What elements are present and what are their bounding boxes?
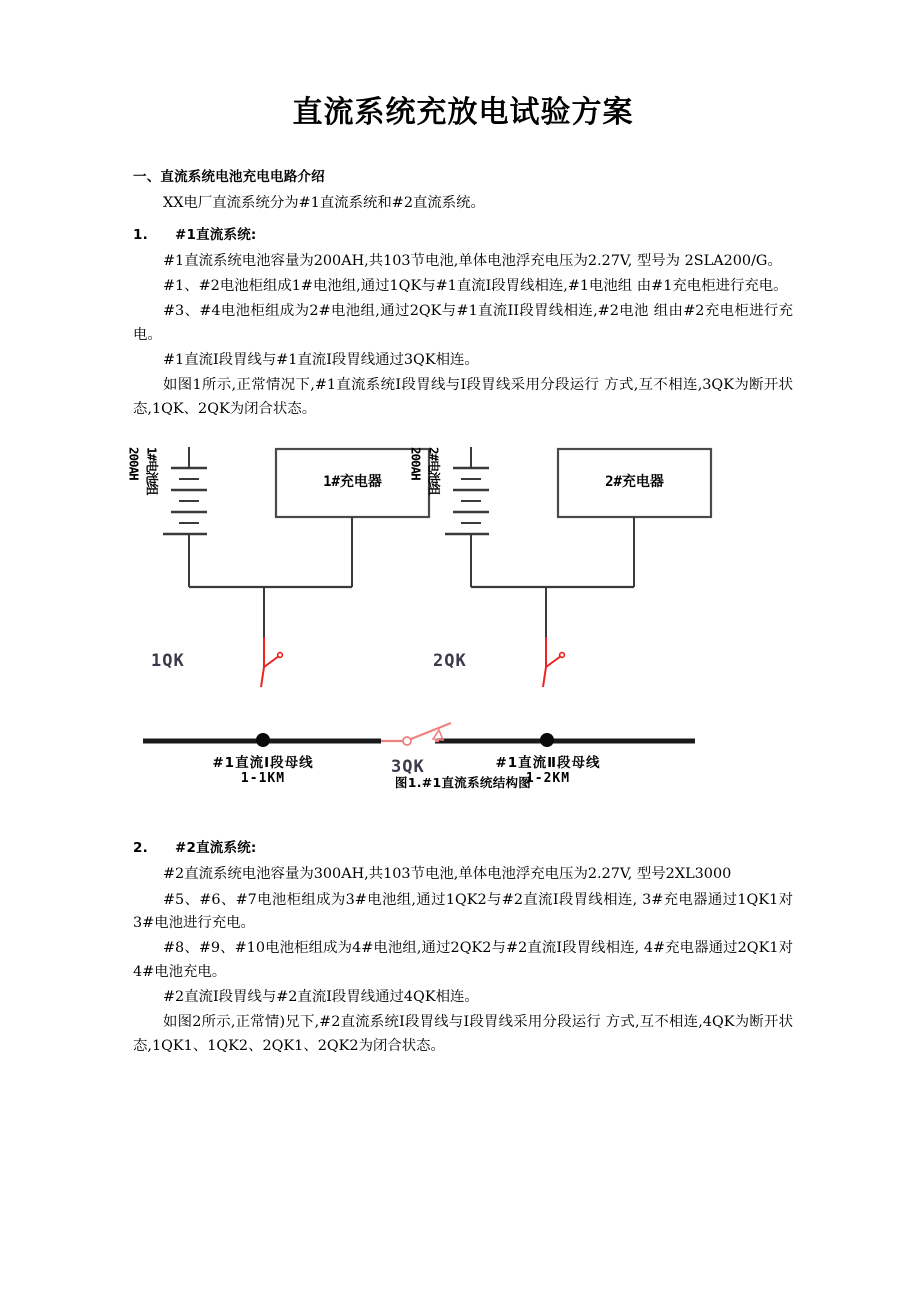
paragraph-1-3: #3、#4电池柜组成为2#电池组,通过2QK与#1直流II段胃线相连,#2电池 组由#2充电柜进行充电。 (133, 303, 793, 343)
battery-1-name-label: 1#电池组 (144, 447, 160, 495)
bus-right-tag: 1-2KM (525, 771, 571, 787)
switch-1qk-label: 1QK (151, 651, 185, 672)
battery-2-capacity-label: 200AH (408, 447, 424, 480)
charger-2-label: 2#充电器 (605, 474, 664, 491)
switch-2qk-symbol (543, 587, 564, 687)
paragraph-1-1: #1直流系统电池容量为200AH,共103节电池,单体电池浮充电压为2.27V, 型号为 2SLA200/G。 (163, 252, 782, 269)
bus-bar-left (143, 733, 381, 747)
paragraph-2-1: #2直流系统电池容量为300AH,共103节电池,单体电池浮充电压为2.27V, 型号2XL3000 (163, 866, 732, 883)
paragraph-1-4: #1直流I段胃线与#1直流I段胃线通过3QK相连。 (163, 352, 479, 369)
item-heading-1 (133, 216, 793, 245)
charger-2-box (558, 449, 711, 587)
figure-1-canvas (126, 439, 793, 811)
charger-1-box (276, 449, 429, 587)
paragraph-2-3: #8、#9、#10电池柜组成为4#电池组,通过2QK2与#2直流I段胃线相连, 4#充电器通过2QK1对4#电池充电。 (133, 940, 793, 980)
item-label-2: #2直流系统: (175, 840, 257, 857)
switch-3qk-label: 3QK (391, 757, 425, 778)
battery-2-symbol (445, 447, 489, 587)
bus-left-tag: 1-1KM (240, 771, 286, 787)
charger-1-label: 1#充电器 (323, 474, 382, 491)
item-heading-2 (133, 829, 793, 858)
item-label-1: #1直流系统: (175, 226, 257, 243)
section-heading-1: 一、直流系统电池充电电路介绍 (133, 169, 325, 185)
bus-right-name: #1直流Ⅱ段母线 (495, 755, 601, 772)
figure-1 (126, 421, 793, 829)
document-content (126, 0, 793, 1058)
paragraph-1-2: #1、#2电池柜组成1#电池组,通过1QK与#1直流I段胃线相连,#1电池组 由#1充电柜进行充电。 (163, 278, 788, 295)
battery-1-capacity-label: 200AH (126, 447, 142, 480)
switch-1qk-symbol (261, 587, 282, 687)
bus-node-left (256, 733, 270, 747)
bus-node-right (540, 733, 554, 747)
paragraph-2-2: #5、#6、#7电池柜组成为3#电池组,通过1QK2与#2直流I段胃线相连, 3#充电器通过1QK1对3#电池进行充电。 (133, 891, 793, 932)
section-intro-paragraph: XX电厂直流系统分为#1直流系统和#2直流系统。 (163, 195, 485, 212)
battery-1-symbol (163, 447, 207, 587)
bus-left-name: #1直流Ⅰ段母线 (212, 755, 314, 772)
paragraph-2-5: 如图2所示,正常情)兄下,#2直流系统I段胃线与I段胃线采用分段运行 方式,互不相连,4QK为断开状态,1QK1、1QK2、2QK1、2QK2为闭合状态。 (133, 1014, 793, 1054)
item-number-2: 2. (133, 840, 148, 857)
figure-1-caption: 图1.#1直流系统结构图 (394, 775, 532, 791)
page-title: 直流系统充放电试验方案 (292, 95, 634, 130)
item-number-1: 1. (133, 226, 148, 243)
battery-2-name-label: 2#电池组 (426, 447, 442, 495)
bus-bar-right (435, 733, 695, 747)
paragraph-2-4: #2直流I段胃线与#2直流I段胃线通过4QK相连。 (163, 989, 479, 1006)
paragraph-1-5: 如图1所示,正常情况下,#1直流系统I段胃线与I段胃线采用分段运行 方式,互不相连,3QK为断开状态,1QK、2QK为闭合状态。 (133, 377, 793, 417)
switch-2qk-label: 2QK (433, 651, 467, 672)
